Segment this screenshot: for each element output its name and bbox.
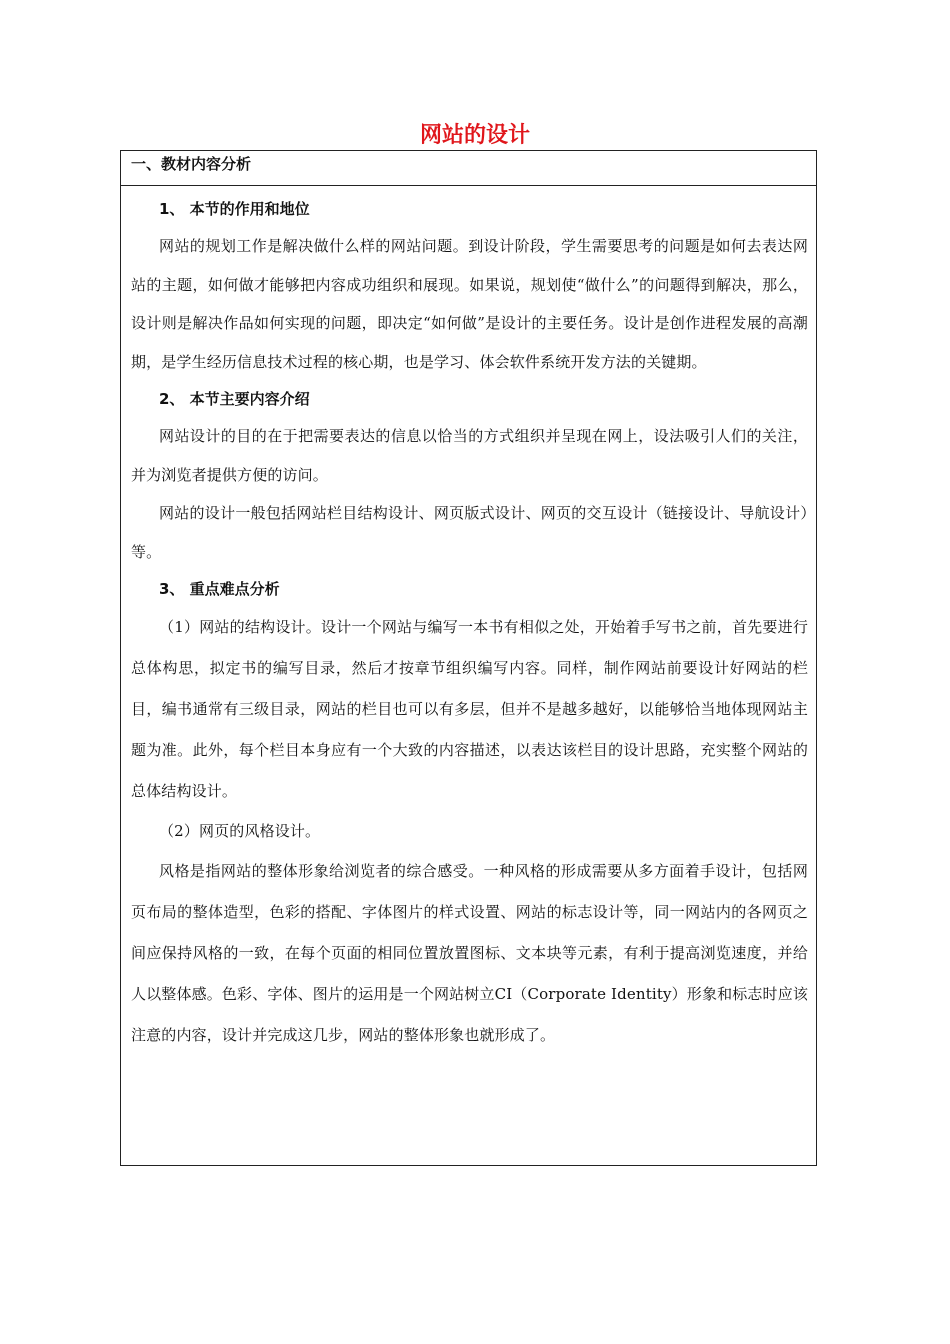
paragraph-style-heading: （2）网页的风格设计。 <box>159 822 321 840</box>
subsection-heading-role: 1、 本节的作用和地位 <box>159 200 310 218</box>
page-title: 网站的设计 <box>419 123 530 148</box>
content-table <box>120 150 817 1166</box>
paragraph-role: 网站的规划工作是解决做什么样的网站问题。到设计阶段，学生需要思考的问题是如何去表达网站的主题，如何做才能够把内容成功组织和展现。如果说，规划使“做什么”的问题得到解决，那么，设计则是解决作品如何实现的问题，即决定“如何做”是设计的主要任务。设计是创作进程发展的高潮期，是学生经历信息技术过程的核心期，也是学习、体会软件系统开发方法的关键期。 <box>131 237 808 371</box>
analysis-content <box>121 186 816 1056</box>
paragraph-style-design: 风格是指网站的整体形象给浏览者的综合感受。一种风格的形成需要从多方面着手设计，包括网页布局的整体造型，色彩的搭配、字体图片的样式设置、网站的标志设计等，同一网站内的各网页之间应保持风格的一致，在每个页面的相同位置放置图标、文本块等元素，有利于提高浏览速度，并给人以整体感。色彩、字体、图片的运用是一个网站树立CI（Corporate Identity）形象和标志时应该注意的内容，设计并完成这几步，网站的整体形象也就形成了。 <box>131 862 808 1044</box>
paragraph-scope: 网站的设计一般包括网站栏目结构设计、网页版式设计、网页的交互设计（链接设计、导航设计）等。 <box>131 504 808 561</box>
paragraph-structure-design: （1）网站的结构设计。设计一个网站与编写一本书有相似之处，开始着手写书之前，首先要进行总体构思，拟定书的编写目录，然后才按章节组织编写内容。同样，制作网站前要设计好网站的栏目，编书通常有三级目录，网站的栏目也可以有多层，但并不是越多越好，以能够恰当地体现网站主题为准。此外，每个栏目本身应有一个大致的内容描述，以表达该栏目的设计思路，充实整个网站的总体结构设计。 <box>131 618 808 800</box>
subsection-heading-key-points: 3、 重点难点分析 <box>159 580 280 598</box>
subsection-heading-content: 2、 本节主要内容介绍 <box>159 390 310 408</box>
section-heading: 一、教材内容分析 <box>121 151 816 186</box>
paragraph-purpose: 网站设计的目的在于把需要表达的信息以恰当的方式组织并呈现在网上，设法吸引人们的关注，并为浏览者提供方便的访问。 <box>131 427 808 484</box>
